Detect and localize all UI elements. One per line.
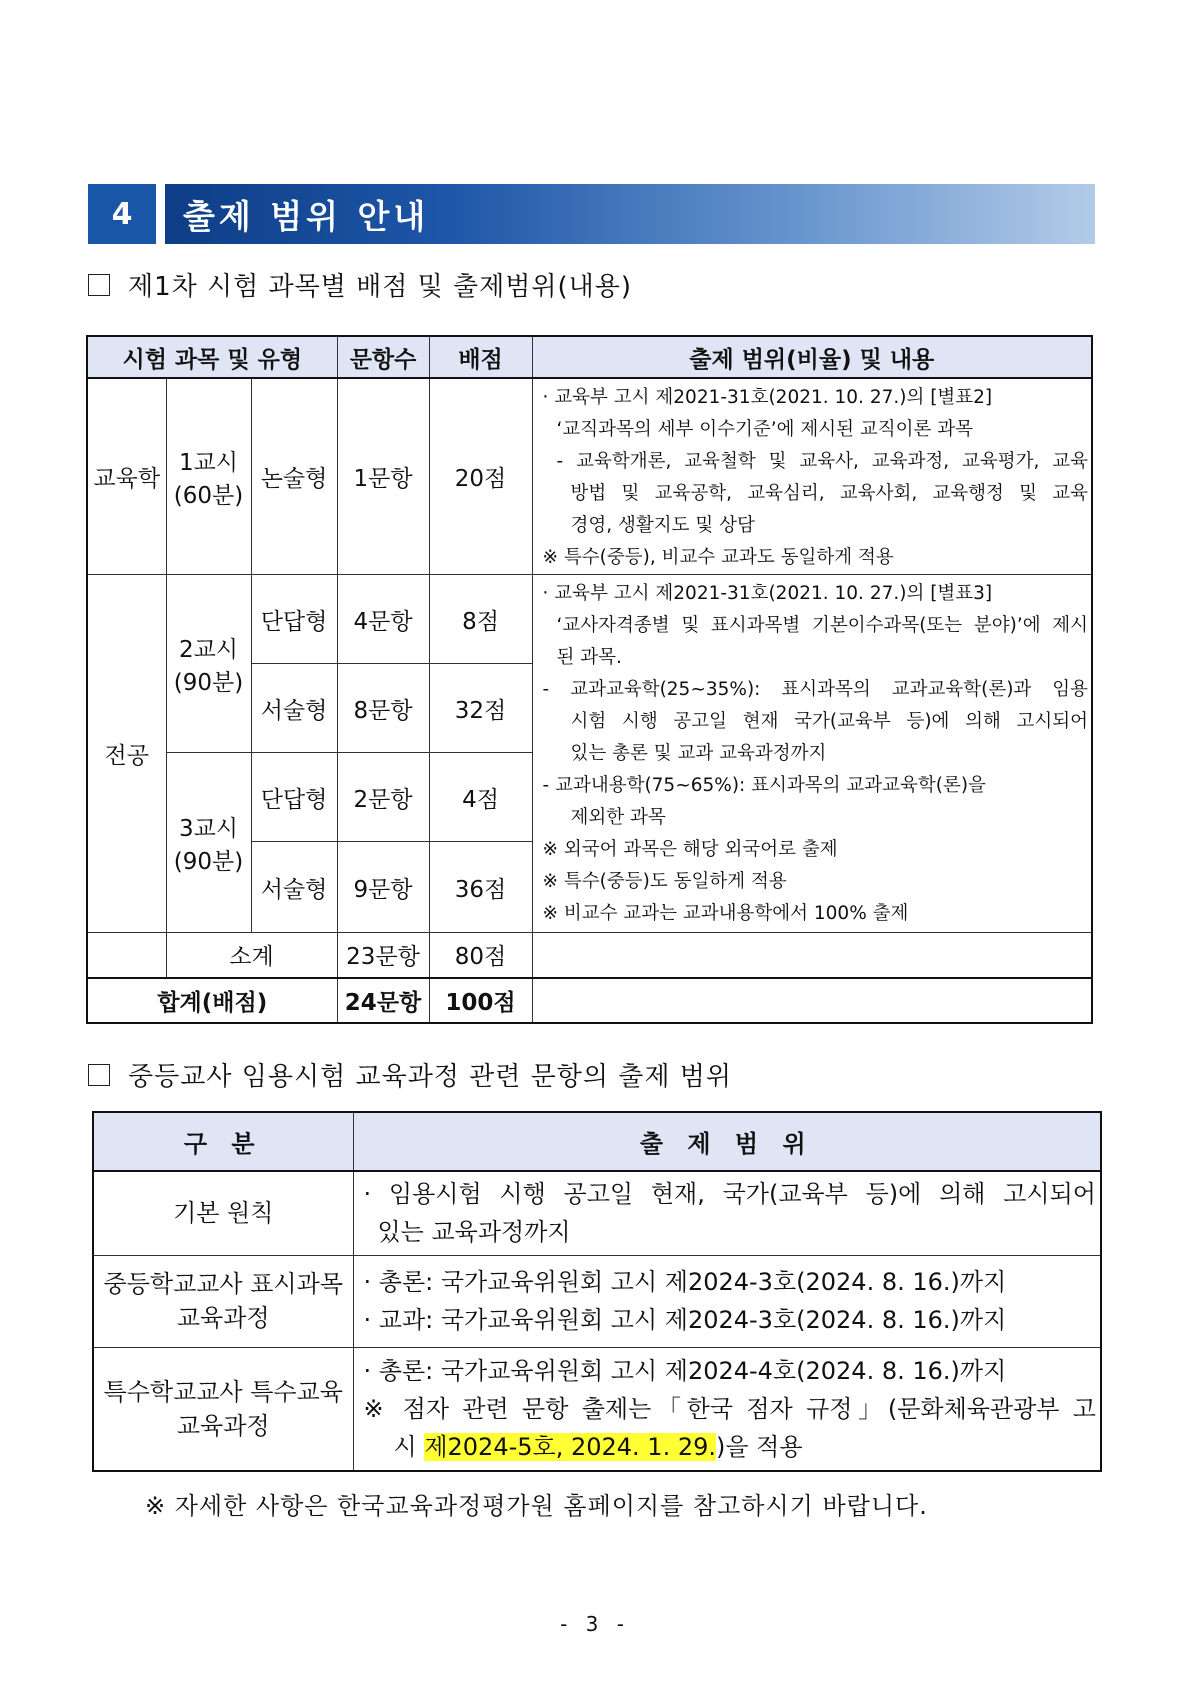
header-score: 배점	[429, 336, 532, 378]
subject-education: 교육학	[87, 378, 166, 575]
header-subject: 시험 과목 및 유형	[87, 336, 337, 378]
total-questions: 24문항	[337, 978, 429, 1023]
questions-desc-2: 8문항	[337, 664, 429, 753]
range-line: 된 과목.	[556, 647, 622, 668]
range-line: - 교과내용학(75~65%): 표시과목의 교과교육학(론)을	[542, 775, 986, 796]
period-1: 1교시 (60분)	[166, 378, 251, 575]
range-line: · 교육부 고시 제2021-31호(2021. 10. 27.)의 [별표2]	[542, 387, 993, 408]
questions-short-2: 4문항	[337, 575, 429, 664]
section-title: 출제 범위 안내	[165, 184, 1095, 244]
header-category: 구 분	[93, 1112, 353, 1171]
subheading-1	[88, 266, 632, 303]
header-questions: 문항수	[337, 336, 429, 378]
subtotal-label: 소계	[166, 933, 337, 978]
range-line: 있는 총론 및 교과 교육과정까지	[570, 743, 827, 764]
range-line: 시 제2024-5호, 2024. 1. 29.)을 적용	[393, 1432, 803, 1461]
footnote: ※ 자세한 사항은 한국교육과정평가원 홈페이지를 참고하시기 바랍니다.	[145, 1492, 928, 1520]
range-line: ‘교사자격종별 및 표시과목별 기본이수과목(또는 분야)’에 제시	[556, 615, 1089, 636]
subtotal-score: 80점	[429, 933, 532, 978]
type-short-3: 단답형	[251, 753, 337, 842]
range-basic	[353, 1171, 1101, 1255]
exam-scope-table	[86, 335, 1093, 1024]
section-number: 4	[88, 184, 156, 244]
category-secondary: 중등학교교사 표시과목 교육과정	[93, 1255, 353, 1347]
subheading-2	[88, 1056, 732, 1093]
range-line: 있는 교육과정까지	[377, 1218, 571, 1247]
questions-short-3: 2문항	[337, 753, 429, 842]
section-header	[88, 184, 1095, 244]
range-line: · 교육부 고시 제2021-31호(2021. 10. 27.)의 [별표3]	[542, 583, 993, 604]
header-range: 출제 범위(비율) 및 내용	[532, 336, 1092, 378]
period-2: 2교시 (90분)	[166, 575, 251, 753]
subtotal-questions: 23문항	[337, 933, 429, 978]
category-special: 특수학교교사 특수교육 교육과정	[93, 1347, 353, 1471]
subheading-1-text: 제1차 시험 과목별 배점 및 출제범위(내용)	[128, 272, 633, 302]
range-line: 제외한 과목	[570, 807, 666, 828]
range-line: 시험 시행 공고일 현재 국가(교육부 등)에 의해 고시되어	[570, 711, 1089, 732]
range-line: ※ 외국어 과목은 해당 외국어로 출제	[542, 839, 838, 860]
range-line: · 교과: 국가교육위원회 고시 제2024-3호(2024. 8. 16.)까지	[363, 1306, 1007, 1334]
type-desc-2: 서술형	[251, 664, 337, 753]
score-education: 20점	[429, 378, 532, 575]
range-secondary	[353, 1255, 1101, 1347]
period-3: 3교시 (90분)	[166, 753, 251, 933]
score-short-2: 8점	[429, 575, 532, 664]
score-desc-3: 36점	[429, 842, 532, 933]
range-special	[353, 1347, 1101, 1471]
range-major	[532, 575, 1092, 933]
range-line: · 임용시험 시행 공고일 현재, 국가(교육부 등)에 의해 고시되어	[363, 1180, 1096, 1209]
total-label: 합계(배점)	[87, 978, 337, 1023]
curriculum-scope-table	[92, 1111, 1102, 1472]
range-line: ※ 비교수 교과는 교과내용학에서 100% 출제	[542, 903, 909, 924]
range-line: - 교과교육학(25~35%): 표시과목의 교과교육학(론)과 임용	[542, 679, 1089, 700]
header-range: 출 제 범 위	[353, 1112, 1101, 1171]
range-line: · 총론: 국가교육위원회 고시 제2024-4호(2024. 8. 16.)까지	[363, 1356, 1007, 1385]
score-short-3: 4점	[429, 753, 532, 842]
questions-education: 1문항	[337, 378, 429, 575]
highlighted-notice: 제2024-5호, 2024. 1. 29.	[424, 1432, 716, 1461]
range-line: ‘교직과목의 세부 이수기준’에 제시된 교직이론 과목	[556, 419, 973, 440]
range-line: ※ 특수(중등)도 동일하게 적용	[542, 871, 787, 892]
subheading-2-text: 중등교사 임용시험 교육과정 관련 문항의 출제 범위	[128, 1062, 733, 1092]
range-line: · 총론: 국가교육위원회 고시 제2024-3호(2024. 8. 16.)까지	[363, 1268, 1007, 1296]
range-education	[532, 378, 1092, 575]
range-line: - 교육학개론, 교육철학 및 교육사, 교육과정, 교육평가, 교육	[556, 451, 1089, 472]
page-number: - 3 -	[560, 1612, 630, 1636]
type-short-2: 단답형	[251, 575, 337, 664]
range-line: 방법 및 교육공학, 교육심리, 교육사회, 교육행정 및 교육	[570, 483, 1089, 504]
score-desc-2: 32점	[429, 664, 532, 753]
type-essay: 논술형	[251, 378, 337, 575]
checkbox-square-icon	[88, 1064, 110, 1086]
range-line: ※ 특수(중등), 비교수 교과도 동일하게 적용	[542, 547, 894, 568]
type-desc-3: 서술형	[251, 842, 337, 933]
category-basic: 기본 원칙	[93, 1171, 353, 1255]
range-line: 경영, 생활지도 및 상담	[570, 515, 755, 536]
range-line: ※ 점자 관련 문항 출제는「한국 점자 규정」(문화체육관광부 고	[363, 1394, 1096, 1423]
subject-major: 전공	[87, 575, 166, 933]
checkbox-square-icon	[88, 274, 110, 296]
total-score: 100점	[429, 978, 532, 1023]
questions-desc-3: 9문항	[337, 842, 429, 933]
